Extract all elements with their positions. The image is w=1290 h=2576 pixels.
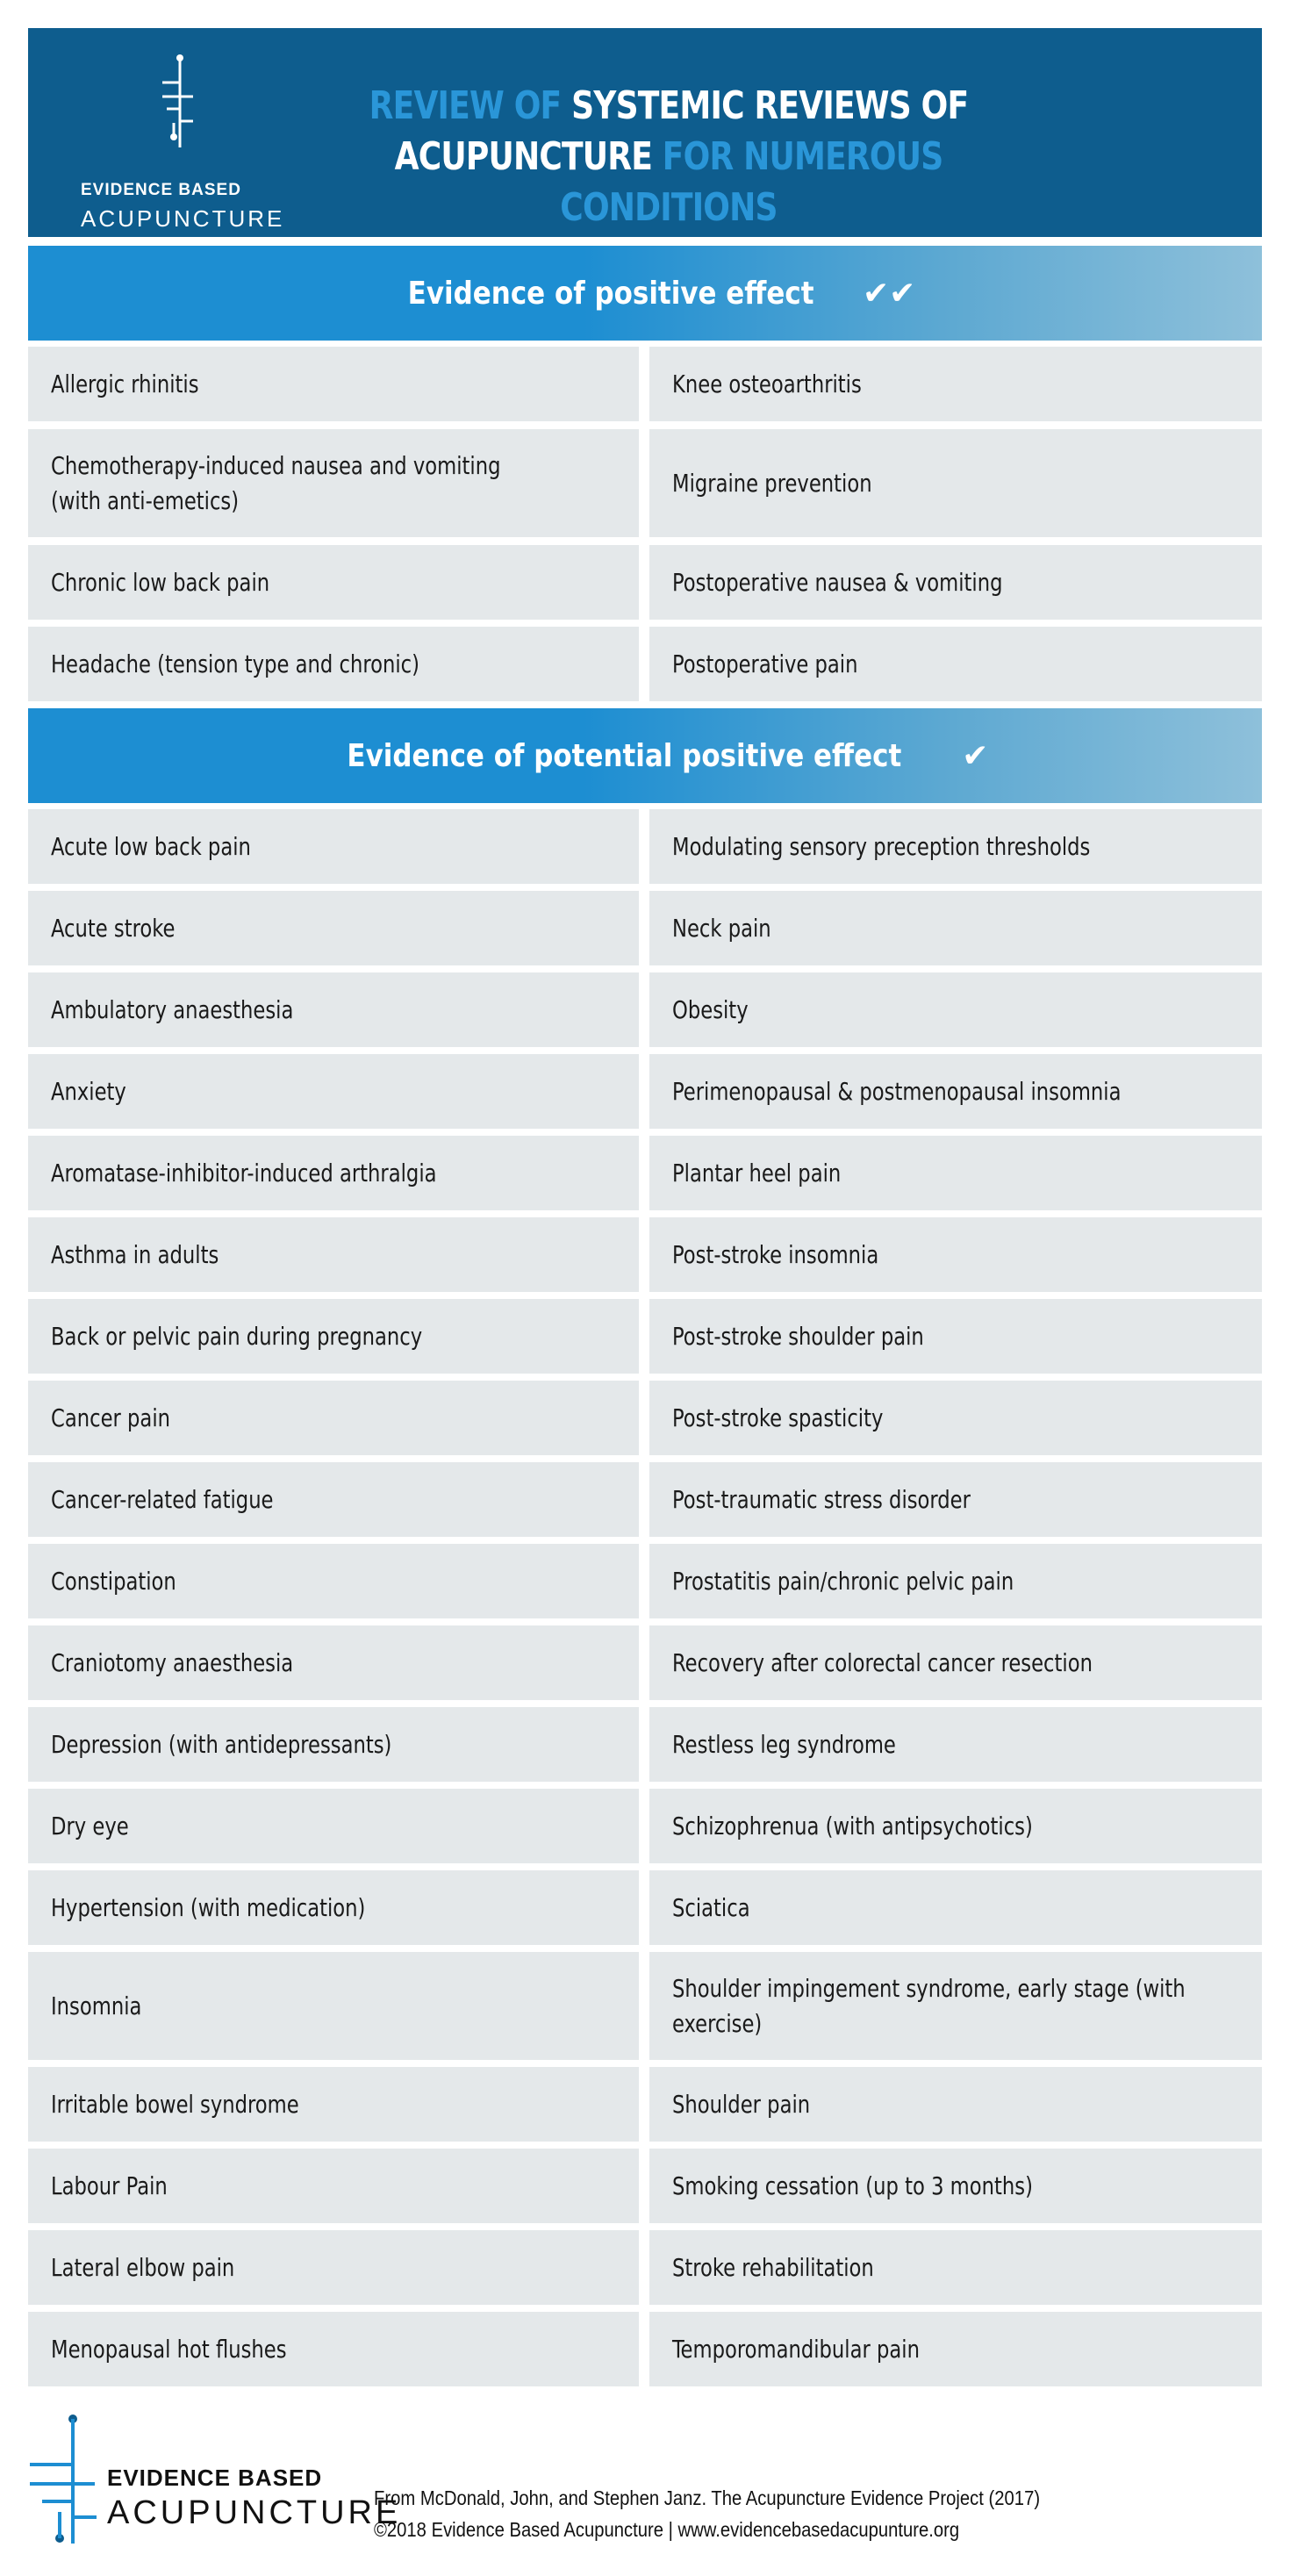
potential-effect-left-item: [28, 1299, 639, 1374]
acupuncture-needle-icon: [25, 2414, 104, 2554]
positive-effect-right-item: [649, 429, 1262, 537]
potential-effect-right-item: [649, 2149, 1262, 2223]
potential-effect-left-item: [28, 891, 639, 965]
condition-label: Plantar heel pain: [672, 1158, 842, 1188]
condition-label: Insomnia: [51, 1991, 142, 2020]
condition-label: Ambulatory anaesthesia: [51, 994, 294, 1024]
condition-label: Back or pelvic pain during pregnancy: [51, 1321, 423, 1351]
citation: [374, 2482, 1040, 2545]
potential-effect-left-item: [28, 1870, 639, 1945]
condition-label: Aromatase-inhibitor-induced arthralgia: [51, 1158, 437, 1188]
condition-label: Anxiety: [51, 1076, 126, 1106]
condition-label: Acute stroke: [51, 913, 176, 943]
positive-effect-right-item: [649, 627, 1262, 701]
potential-effect-left-item: [28, 1789, 639, 1863]
condition-label: Hypertension (with medication): [51, 1892, 366, 1922]
condition-label: Chronic low back pain: [51, 567, 270, 597]
condition-label: Headache (tension type and chronic): [51, 649, 419, 678]
potential-effect-right-item: [649, 1707, 1262, 1782]
title-part-conditions: FOR NUMEROUS CONDITIONS: [560, 134, 943, 230]
potential-effect-right-item: [649, 1789, 1262, 1863]
header-logo-text-bottom: ACUPUNCTURE: [81, 205, 285, 232]
potential-effect-right-item: [649, 1217, 1262, 1292]
potential-effect-right-item: [649, 1544, 1262, 1618]
condition-label: Cancer-related fatigue: [51, 1484, 274, 1514]
potential-effect-left-item: [28, 1462, 639, 1537]
condition-label: Recovery after colorectal cancer resection: [672, 1647, 1093, 1677]
condition-label: Perimenopausal & postmenopausal insomnia: [672, 1076, 1122, 1106]
potential-effect-left-item: [28, 2149, 639, 2223]
potential-effect-left-item: [28, 1544, 639, 1618]
positive-effect-right-item: [649, 545, 1262, 620]
condition-label: Shoulder impingement syndrome, early stage (with exercise): [672, 1973, 1186, 2038]
potential-effect-right-item: [649, 2067, 1262, 2142]
positive-effect-right-item: [649, 347, 1262, 421]
condition-label: Labour Pain: [51, 2171, 168, 2200]
condition-label: Post-stroke spasticity: [672, 1403, 884, 1432]
condition-label: Schizophrenua (with antipsychotics): [672, 1811, 1033, 1841]
potential-effect-left-item: [28, 809, 639, 884]
potential-effect-left-item: [28, 972, 639, 1047]
condition-label: Stroke rehabilitation: [672, 2252, 874, 2282]
citation-copyright: ©2018 Evidence Based Acupuncture | www.evidencebasedacupunture.org: [374, 2518, 960, 2541]
condition-label: Dry eye: [51, 1811, 129, 1841]
potential-effect-left-item: [28, 1136, 639, 1210]
condition-label: Lateral elbow pain: [51, 2252, 235, 2282]
condition-label: Obesity: [672, 994, 749, 1024]
condition-label: Acute low back pain: [51, 831, 251, 861]
citation-source: From McDonald, John, and Stephen Janz. The Acupuncture Evidence Project (2017): [374, 2486, 1041, 2509]
potential-effect-right-item: [649, 1299, 1262, 1374]
condition-label: Craniotomy anaesthesia: [51, 1647, 294, 1677]
condition-label: Asthma in adults: [51, 1239, 219, 1269]
condition-label: Cancer pain: [51, 1403, 170, 1432]
potential-effect-right-item: [649, 809, 1262, 884]
positive-effect-left-item: [28, 347, 639, 421]
double-check-icon: ✔✔: [862, 275, 916, 311]
condition-label: Postoperative pain: [672, 649, 858, 678]
potential-effect-right-item: [649, 972, 1262, 1047]
check-icon: ✔: [962, 737, 989, 773]
footer-logo-text-top: EVIDENCE BASED: [107, 2465, 323, 2491]
condition-label: Modulating sensory preception thresholds: [672, 831, 1091, 861]
potential-effect-right-item: [649, 1462, 1262, 1537]
condition-label: Allergic rhinitis: [51, 369, 199, 398]
acupuncture-needle-icon: [158, 53, 202, 158]
condition-label: Constipation: [51, 1566, 176, 1596]
positive-effect-left-item: [28, 545, 639, 620]
condition-label: Postoperative nausea & vomiting: [672, 567, 1003, 597]
condition-label: Sciatica: [672, 1892, 750, 1922]
potential-effect-right-item: [649, 1054, 1262, 1129]
potential-effect-right-item: [649, 1952, 1262, 2060]
condition-label: Irritable bowel syndrome: [51, 2089, 299, 2119]
potential-effect-left-item: [28, 1625, 639, 1700]
potential-effect-right-item: [649, 2312, 1262, 2386]
condition-label: Post-stroke insomnia: [672, 1239, 879, 1269]
section-bar-positive-effect: [28, 246, 1262, 341]
condition-label: Migraine prevention: [672, 468, 872, 498]
section-title-potential-positive-effect: Evidence of potential positive effect: [346, 737, 901, 774]
condition-label: Prostatitis pain/chronic pelvic pain: [672, 1566, 1014, 1596]
condition-label: Menopausal hot flushes: [51, 2334, 287, 2364]
potential-effect-right-item: [649, 1381, 1262, 1455]
condition-label: Smoking cessation (up to 3 months): [672, 2171, 1033, 2200]
potential-effect-right-item: [649, 1136, 1262, 1210]
condition-label: Shoulder pain: [672, 2089, 811, 2119]
footer-logo-text-bottom: ACUPUNCTURE: [107, 2494, 402, 2531]
positive-effect-left-item: [28, 429, 639, 537]
section-title-positive-effect: Evidence of positive effect: [407, 275, 814, 312]
condition-label: Chemotherapy-induced nausea and vomiting (with anti-emetics): [51, 450, 501, 515]
potential-effect-left-item: [28, 1707, 639, 1782]
potential-effect-right-item: [649, 2230, 1262, 2305]
page-title: [359, 81, 978, 233]
potential-effect-right-item: [649, 891, 1262, 965]
header-banner: [28, 28, 1262, 237]
potential-effect-left-item: [28, 2230, 639, 2305]
potential-effect-right-item: [649, 1870, 1262, 1945]
title-part-systemic-reviews: SYSTEMIC REVIEWS OF: [571, 83, 969, 128]
condition-label: Temporomandibular pain: [672, 2334, 920, 2364]
potential-effect-left-item: [28, 1217, 639, 1292]
potential-effect-left-item: [28, 2312, 639, 2386]
header-logo: [81, 49, 285, 232]
condition-label: Restless leg syndrome: [672, 1729, 896, 1759]
potential-effect-left-item: [28, 2067, 639, 2142]
section-bar-potential-positive-effect: [28, 708, 1262, 803]
condition-label: Depression (with antidepressants): [51, 1729, 392, 1759]
potential-effect-right-item: [649, 1625, 1262, 1700]
condition-label: Post-traumatic stress disorder: [672, 1484, 971, 1514]
header-logo-text-top: EVIDENCE BASED: [81, 181, 241, 199]
title-part-acupuncture: ACUPUNCTURE: [394, 134, 653, 179]
condition-label: Post-stroke shoulder pain: [672, 1321, 924, 1351]
condition-label: Knee osteoarthritis: [672, 369, 862, 398]
footer-logo: [25, 2414, 402, 2554]
condition-label: Neck pain: [672, 913, 771, 943]
title-part-review-of: REVIEW OF: [369, 83, 562, 128]
positive-effect-left-item: [28, 627, 639, 701]
potential-effect-left-item: [28, 1381, 639, 1455]
potential-effect-left-item: [28, 1952, 639, 2060]
potential-effect-left-item: [28, 1054, 639, 1129]
